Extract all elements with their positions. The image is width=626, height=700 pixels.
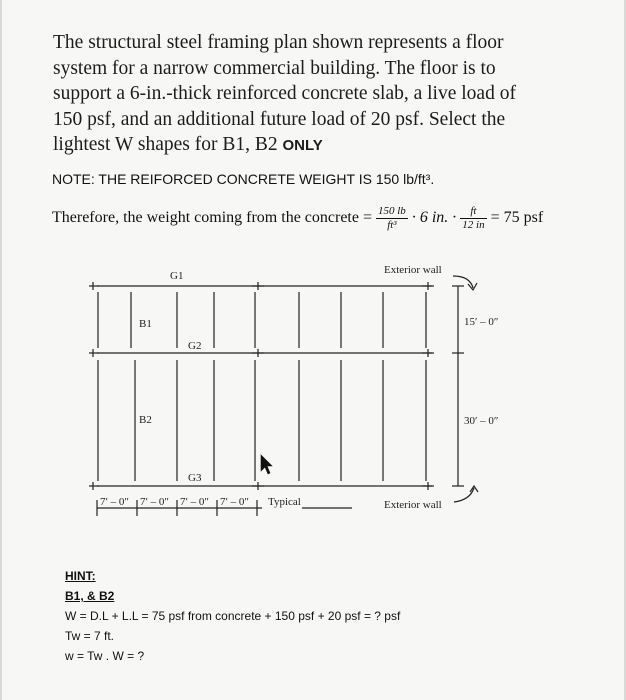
bay-1-label: 7′ – 0″	[100, 496, 129, 508]
problem-line-3: support a 6-in.-thick reinforced concrete slab, a live load of	[53, 83, 516, 104]
bay-2-label: 7′ – 0″	[140, 496, 169, 508]
hint-line-1: W = D.L + L.L = 75 psf from concrete + 150 psf + 20 psf = ? psf	[65, 609, 401, 623]
equation-middle: · 6 in. ·	[411, 209, 457, 227]
beam-b2-label: B2	[139, 414, 152, 426]
fraction-2-denominator: 12 in	[462, 219, 485, 231]
span-15ft-label: 15′ – 0″	[464, 316, 499, 328]
span-30ft-label: 30′ – 0″	[464, 415, 499, 427]
fraction-1-numerator: 150 lb	[378, 205, 406, 217]
girder-g3-label: G3	[188, 472, 202, 484]
problem-line-2: system for a narrow commercial building. The floor is to	[53, 57, 496, 79]
equation-prefix: Therefore, the weight coming from the concrete =	[52, 209, 372, 227]
only-label: ONLY	[282, 137, 323, 154]
problem-line-5-text: lightest W shapes for B1, B2	[53, 134, 278, 155]
girder-g2-label: G2	[188, 340, 202, 352]
beam-b1-label: B1	[139, 318, 152, 330]
hint-line-3: w = Tw . W = ?	[65, 649, 145, 663]
framing-plan-diagram	[2, 0, 624, 560]
hint-line-2: Tw = 7 ft.	[65, 629, 115, 643]
girder-g1-label: G1	[170, 270, 184, 282]
typical-label: Typical	[268, 496, 301, 508]
exterior-wall-bottom-label: Exterior wall	[384, 499, 442, 511]
hint-subtitle: B1, & B2	[65, 589, 115, 603]
bay-3-label: 7′ – 0″	[180, 496, 209, 508]
problem-line-1: The structural steel framing plan shown represents a floor	[53, 32, 504, 53]
fraction-1-denominator: ft³	[387, 219, 397, 231]
equation-result: = 75 psf	[490, 209, 544, 227]
mouse-pointer-icon	[261, 455, 272, 474]
exterior-wall-top-label: Exterior wall	[384, 264, 442, 276]
note-text: NOTE: THE REIFORCED CONCRETE WEIGHT IS 150 lb/ft³.	[52, 171, 435, 187]
hint-title: HINT:	[65, 569, 96, 583]
hint-block	[65, 566, 400, 666]
fraction-2-numerator: ft	[460, 205, 486, 219]
bay-4-label: 7′ – 0″	[220, 496, 249, 508]
problem-sheet	[2, 0, 624, 700]
problem-line-4: 150 psf, and an additional future load of 20 psf. Select the	[53, 108, 506, 130]
